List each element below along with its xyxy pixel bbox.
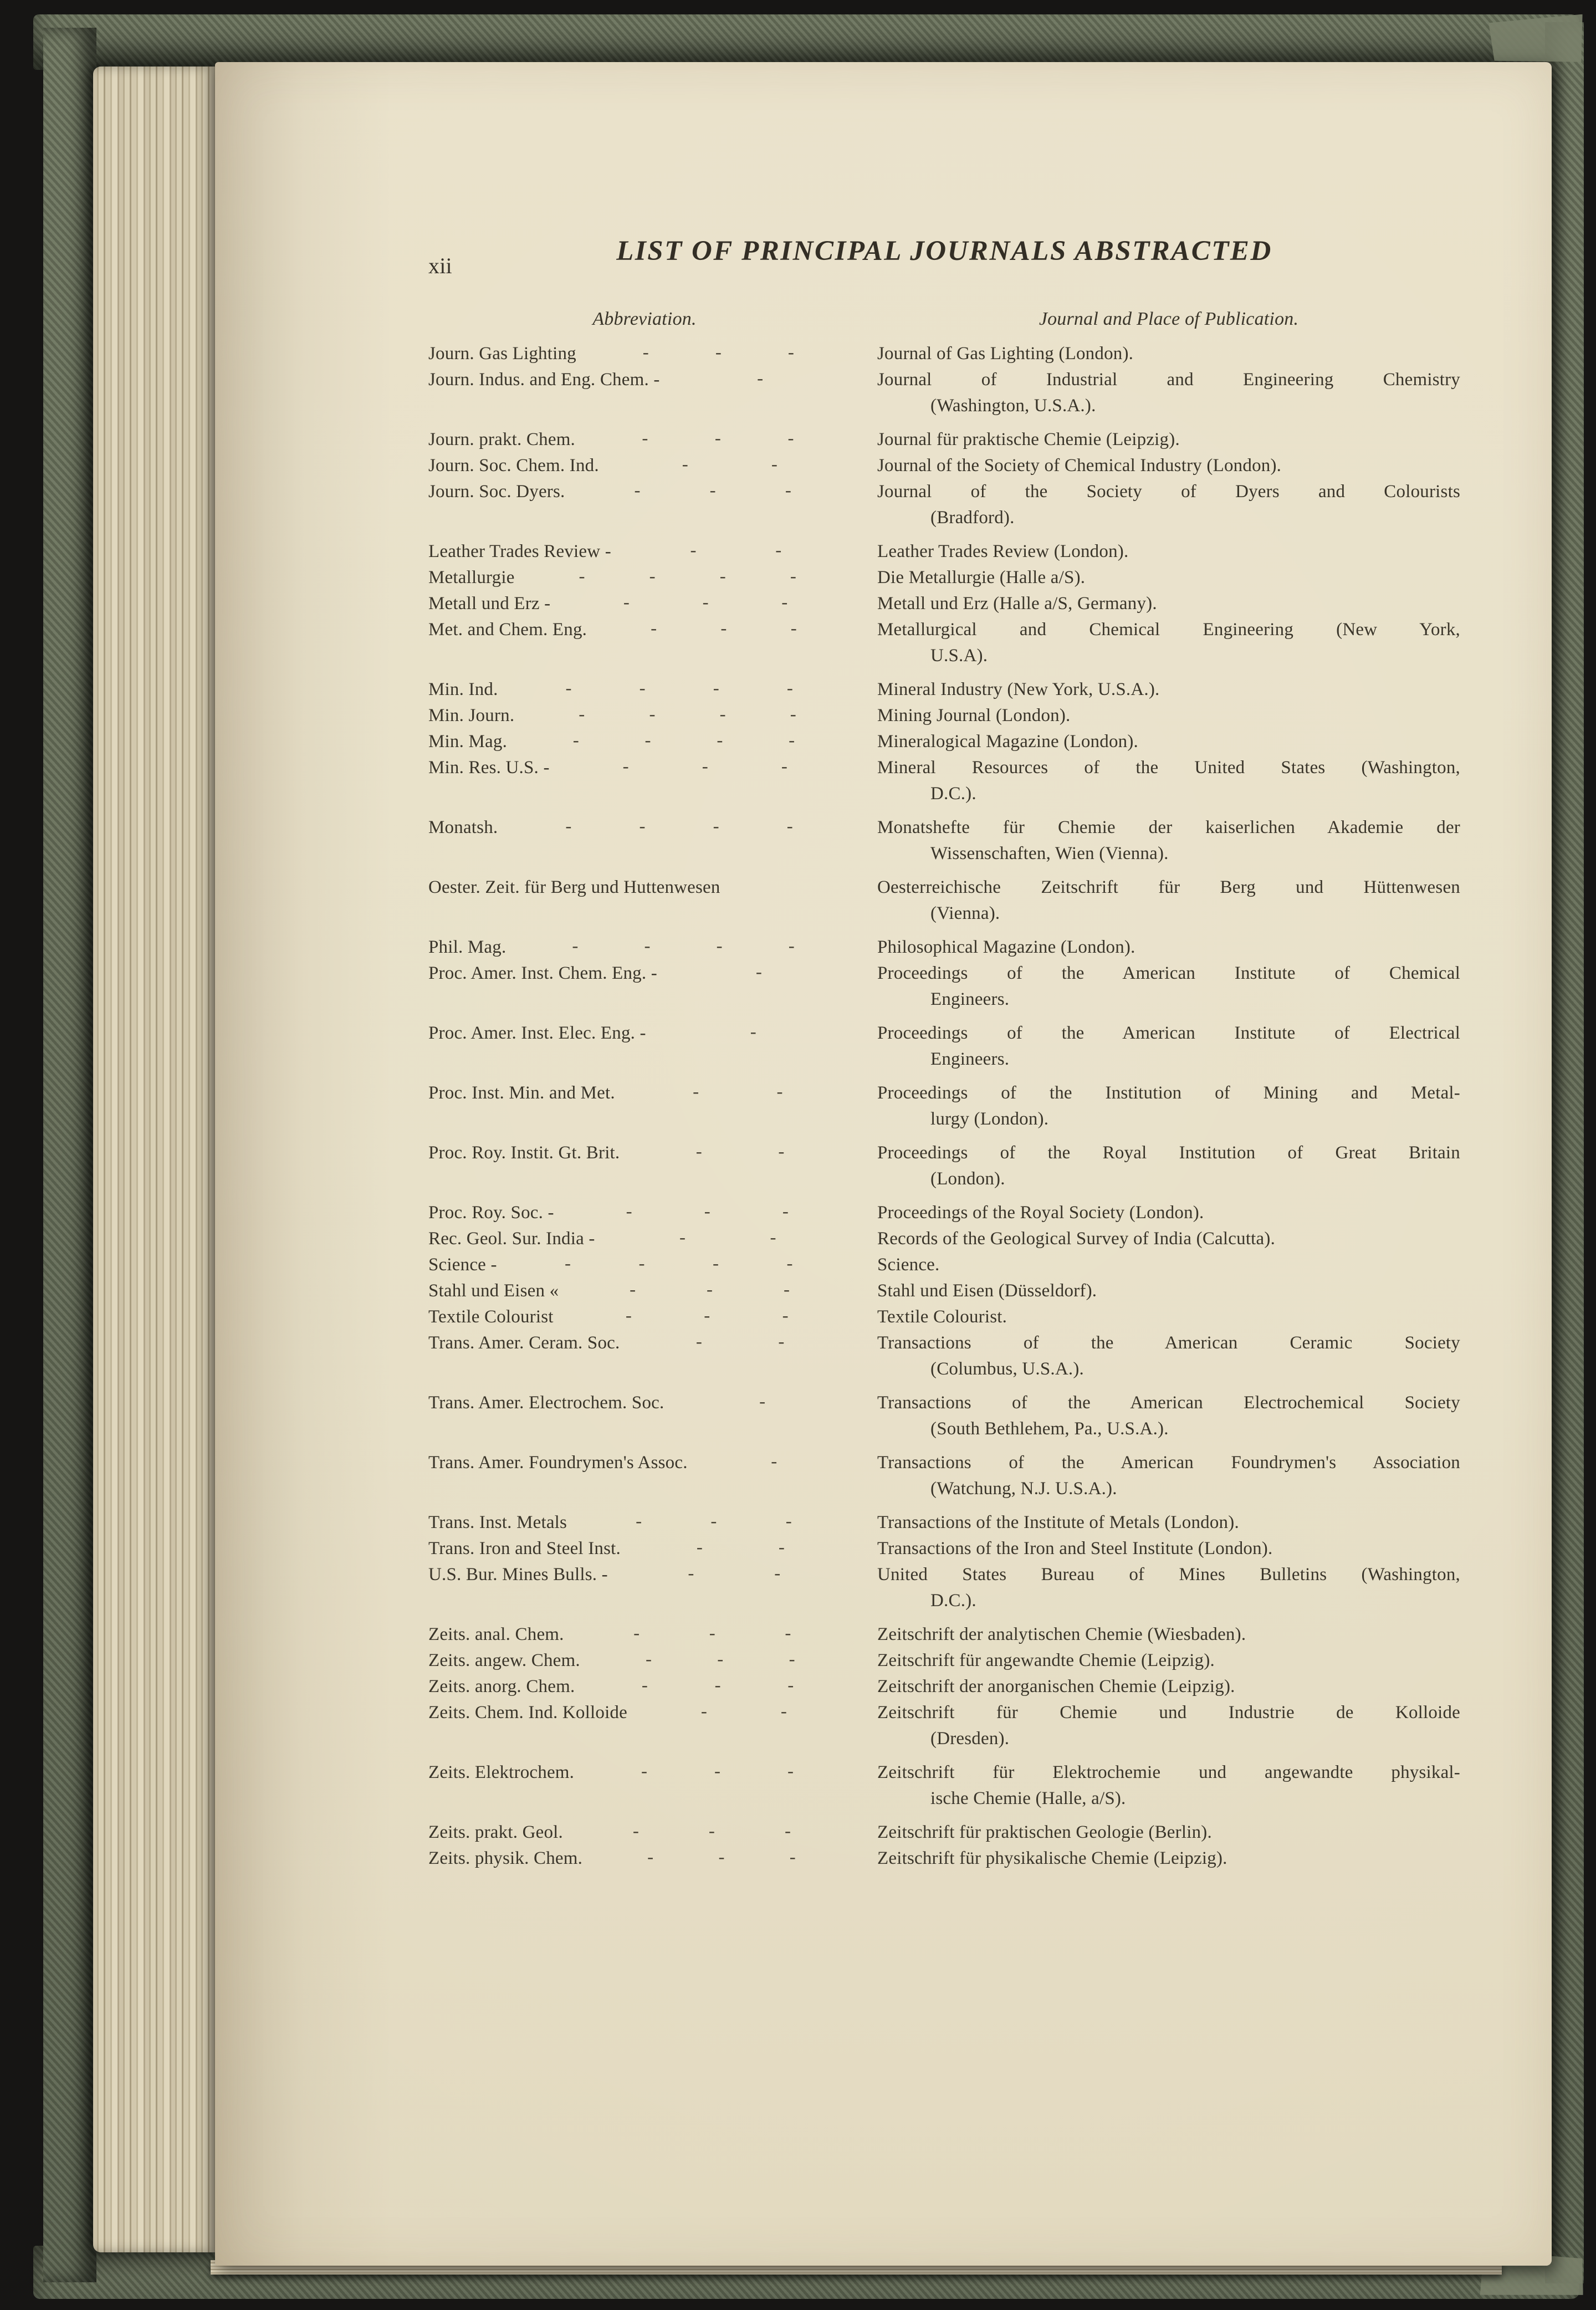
journal-title-cell — [877, 1390, 1460, 1442]
journal-title-cell — [877, 591, 1460, 617]
journal-title-cell — [877, 539, 1460, 565]
abbreviation-cell — [428, 1450, 861, 1476]
abbreviation-text: Proc. Inst. Min. and Met. — [428, 1083, 615, 1103]
journal-entry-row — [428, 1820, 1460, 1846]
journal-entry-row — [428, 1510, 1460, 1536]
abbreviation-text: Metall und Erz - — [428, 594, 551, 614]
journal-title-line: Textile Colourist. — [877, 1307, 1007, 1327]
abbreviation-text: Min. Ind. — [428, 679, 498, 699]
dash-leader: - - - — [623, 592, 788, 612]
journal-title-line: Engineers. — [930, 1049, 1010, 1069]
journal-title-line: Mining Journal (London). — [877, 706, 1071, 725]
journal-entry-row — [428, 1536, 1460, 1562]
journal-entry-row — [428, 479, 1460, 531]
journal-title-cell — [877, 1648, 1460, 1674]
abbreviation-cell — [428, 1622, 861, 1648]
abbreviation-cell — [428, 367, 861, 393]
abbreviation-cell — [428, 617, 861, 643]
book-page — [215, 62, 1552, 2266]
abbreviation-cell — [428, 960, 861, 987]
journal-entry-row — [428, 960, 1460, 1013]
journal-title-cell — [877, 565, 1460, 591]
journal-title-line: Transactions of the Institute of Metals (London). — [877, 1512, 1239, 1532]
journal-title-cell — [877, 1304, 1460, 1330]
dash-leader: - - - — [641, 1675, 794, 1695]
abbreviation-text: Oester. Zeit. für Berg und Huttenwesen — [428, 877, 720, 897]
journal-title-line: Zeitschrift für Chemie und Industrie de Kolloide — [877, 1703, 1460, 1723]
journal-title-line: Journal of Gas Lighting (London). — [877, 344, 1134, 364]
journal-title-cell — [877, 1200, 1460, 1226]
journal-entry-row — [428, 1200, 1460, 1226]
page-content — [428, 238, 1460, 1872]
abbreviation-text: Min. Res. U.S. - — [428, 758, 550, 778]
abbreviation-text: Science - — [428, 1255, 497, 1275]
journal-entry-row — [428, 703, 1460, 729]
abbreviation-cell — [428, 1820, 861, 1846]
journal-title-cell — [877, 1622, 1460, 1648]
abbreviation-cell — [428, 729, 861, 755]
abbreviation-cell — [428, 1020, 861, 1046]
dash-leader: - - - - — [579, 704, 796, 724]
abbreviation-text: Zeits. Elektrochem. — [428, 1762, 575, 1782]
journal-title-cell — [877, 1562, 1460, 1614]
dash-leader: - - - — [632, 1821, 791, 1841]
dash-leader: - - - — [647, 1847, 796, 1867]
column-headers — [428, 306, 1460, 332]
abbreviation-cell — [428, 1846, 861, 1872]
abbreviation-cell — [428, 934, 861, 960]
abbreviation-cell — [428, 1562, 861, 1588]
abbreviation-text: Rec. Geol. Sur. India - — [428, 1229, 595, 1249]
abbreviation-cell — [428, 1278, 861, 1304]
journal-entry-row — [428, 1080, 1460, 1132]
dash-leader: - - - — [630, 1280, 790, 1300]
journal-entry-row — [428, 591, 1460, 617]
dash-leader: - - - - — [564, 1254, 793, 1274]
dash-leader: - - - — [626, 1202, 789, 1222]
journal-title-line: Journal of the Society of Chemical Industry (London). — [877, 456, 1282, 476]
dash-leader: - - — [696, 1537, 785, 1557]
journal-title-line: Proceedings of the American Institute of Electrical — [877, 1023, 1460, 1043]
journal-title-cell — [877, 1252, 1460, 1278]
journal-title-line: Leather Trades Review (London). — [877, 541, 1129, 561]
dash-leader: - - - — [634, 481, 792, 500]
journal-title-line: (London). — [930, 1169, 1005, 1189]
journal-title-line: Transactions of the American Foundrymen's Association — [877, 1453, 1460, 1473]
abbreviation-text: Zeits. anal. Chem. — [428, 1624, 564, 1644]
journal-title-cell — [877, 479, 1460, 531]
journal-title-cell — [877, 617, 1460, 669]
abbreviation-text: Journ. Soc. Chem. Ind. — [428, 456, 599, 476]
abbreviation-text: Journ. Indus. and Eng. Chem. - — [428, 370, 660, 390]
journal-title-line: Philosophical Magazine (London). — [877, 937, 1135, 957]
dash-leader: - - - - — [572, 936, 795, 956]
journal-title-line: Zeitschrift der anorganischen Chemie (Leipzig). — [877, 1677, 1235, 1696]
journal-title-line: Proceedings of the Institution of Mining and Metal- — [877, 1083, 1460, 1103]
journal-title-line: Zeitschrift der analytischen Chemie (Wiesbaden). — [877, 1624, 1246, 1644]
journal-title-line: Science. — [877, 1255, 940, 1275]
journal-entry-row — [428, 1278, 1460, 1304]
journal-entry-row — [428, 1700, 1460, 1752]
journal-title-line: ische Chemie (Halle, a/S). — [930, 1788, 1126, 1808]
journal-title-line: Transactions of the Iron and Steel Institute (London). — [877, 1539, 1273, 1558]
abbreviation-cell — [428, 815, 861, 841]
dash-leader: - — [755, 962, 763, 982]
journal-entry-row — [428, 755, 1460, 807]
dash-leader: - - - — [622, 757, 788, 776]
journal-title-line: Zeitschrift für angewandte Chemie (Leipzig). — [877, 1650, 1215, 1670]
abbreviation-text: Metallurgie — [428, 568, 515, 587]
journal-entry-row — [428, 875, 1460, 927]
journal-title-line: Monatshefte für Chemie der kaiserlichen Akademie der — [877, 817, 1460, 837]
abbreviation-text: Proc. Roy. Soc. - — [428, 1203, 554, 1223]
journal-entry-row — [428, 1846, 1460, 1872]
journal-entry-row — [428, 1020, 1460, 1072]
abbreviation-cell — [428, 427, 861, 453]
dash-leader: - - - - — [565, 816, 793, 836]
abbreviation-cell — [428, 1226, 861, 1252]
journal-title-line: (South Bethlehem, Pa., U.S.A.). — [930, 1419, 1169, 1439]
journal-title-line: Journal of the Society of Dyers and Colourists — [877, 482, 1460, 502]
dash-leader: - - — [679, 1228, 776, 1248]
journal-entry-row — [428, 1674, 1460, 1700]
abbreviation-text: Proc. Roy. Instit. Gt. Brit. — [428, 1143, 620, 1163]
abbreviation-text: Trans. Amer. Ceram. Soc. — [428, 1333, 620, 1353]
dash-leader: - - - — [645, 1649, 795, 1669]
dash-leader: - — [771, 1452, 777, 1471]
journal-title-cell — [877, 1330, 1460, 1382]
journal-title-line: Proceedings of the American Institute of Chemical — [877, 963, 1460, 983]
abbreviation-cell — [428, 1080, 861, 1106]
journal-title-line: Metall und Erz (Halle a/S, Germany). — [877, 594, 1157, 614]
journal-title-line: Proceedings of the Royal Society (London). — [877, 1203, 1204, 1223]
abbreviation-text: Zeits. Chem. Ind. Kolloide — [428, 1703, 627, 1723]
abbreviation-text: Min. Journ. — [428, 706, 515, 725]
journal-title-line: Zeitschrift für Elektrochemie und angewandte physikal- — [877, 1762, 1460, 1782]
abbreviation-text: Min. Mag. — [428, 732, 508, 752]
column-header-journal: Journal and Place of Publication. — [1039, 309, 1299, 329]
dash-leader: - - — [700, 1701, 787, 1721]
column-header-abbreviation: Abbreviation. — [592, 309, 697, 329]
abbreviation-cell — [428, 755, 861, 781]
journal-title-line: (Bradford). — [930, 508, 1015, 528]
journal-entry-row — [428, 539, 1460, 565]
dash-leader: - - - — [642, 343, 795, 362]
journal-title-line: Transactions of the American Ceramic Society — [877, 1333, 1460, 1353]
journal-title-line: United States Bureau of Mines Bulletins (Washington, — [877, 1565, 1460, 1585]
dash-leader: - - — [695, 1142, 785, 1162]
journal-title-cell — [877, 1820, 1460, 1846]
journal-entry-row — [428, 934, 1460, 960]
abbreviation-cell — [428, 677, 861, 703]
journal-title-line: Die Metallurgie (Halle a/S). — [877, 568, 1086, 587]
abbreviation-cell — [428, 341, 861, 367]
journal-title-line: (Watchung, N.J. U.S.A.). — [930, 1479, 1117, 1499]
journal-title-line: (Washington, U.S.A.). — [930, 396, 1096, 416]
journal-entry-row — [428, 1622, 1460, 1648]
abbreviation-cell — [428, 1760, 861, 1786]
abbreviation-cell — [428, 875, 861, 901]
dash-leader: - - - — [651, 619, 797, 638]
journal-entry-row — [428, 1648, 1460, 1674]
journal-entry-row — [428, 617, 1460, 669]
journal-title-cell — [877, 875, 1460, 927]
journal-title-cell — [877, 1536, 1460, 1562]
journal-entry-row — [428, 1390, 1460, 1442]
abbreviation-cell — [428, 1304, 861, 1330]
dash-leader: - — [750, 1022, 756, 1042]
journal-title-cell — [877, 1140, 1460, 1192]
journal-title-line: Wissenschaften, Wien (Vienna). — [930, 844, 1169, 863]
journal-entry-row — [428, 341, 1460, 367]
journal-entry-row — [428, 367, 1460, 419]
journal-title-line: Records of the Geological Survey of India (Calcutta). — [877, 1229, 1276, 1249]
dash-leader — [720, 875, 861, 901]
dash-leader: - - - - — [572, 730, 795, 750]
journal-entry-row — [428, 1252, 1460, 1278]
journal-entry-row — [428, 1304, 1460, 1330]
journal-entry-row — [428, 1226, 1460, 1252]
journal-title-cell — [877, 1278, 1460, 1304]
journal-title-cell — [877, 453, 1460, 479]
journal-entry-row — [428, 453, 1460, 479]
abbreviation-text: Proc. Amer. Inst. Chem. Eng. - — [428, 963, 657, 983]
abbreviation-cell — [428, 1674, 861, 1700]
dash-leader: - - - — [633, 1623, 791, 1643]
journal-title-cell — [877, 934, 1460, 960]
journal-title-line: Engineers. — [930, 989, 1010, 1009]
dash-leader: - - — [682, 454, 778, 474]
abbreviation-text: Phil. Mag. — [428, 937, 507, 957]
abbreviation-cell — [428, 1252, 861, 1278]
abbreviation-text: Trans. Amer. Electrochem. Soc. — [428, 1393, 664, 1413]
journal-title-line: Transactions of the American Electrochemical Society — [877, 1393, 1460, 1413]
abbreviation-text: Textile Colourist — [428, 1307, 554, 1327]
journal-title-cell — [877, 1080, 1460, 1132]
abbreviation-cell — [428, 1700, 861, 1726]
abbreviation-text: Zeits. angew. Chem. — [428, 1650, 580, 1670]
journal-title-line: Metallurgical and Chemical Engineering (New York, — [877, 620, 1460, 640]
journal-title-line: (Columbus, U.S.A.). — [930, 1359, 1084, 1379]
dash-leader: - - - — [636, 1511, 792, 1531]
abbreviation-text: Proc. Amer. Inst. Elec. Eng. - — [428, 1023, 646, 1043]
journal-title-cell — [877, 960, 1460, 1013]
abbreviation-cell — [428, 453, 861, 479]
journal-title-cell — [877, 427, 1460, 453]
page-header — [428, 238, 1460, 286]
journal-entry-row — [428, 1140, 1460, 1192]
abbreviation-cell — [428, 1140, 861, 1166]
dash-leader: - - - — [625, 1306, 789, 1326]
journal-title-cell — [877, 1760, 1460, 1812]
dash-leader: - - — [688, 1563, 781, 1583]
abbreviation-text: Trans. Iron and Steel Inst. — [428, 1539, 621, 1558]
abbreviation-cell — [428, 1390, 861, 1416]
journal-title-cell — [877, 341, 1460, 367]
journal-title-line: Stahl und Eisen (Düsseldorf). — [877, 1281, 1097, 1301]
page-stack-edges — [93, 67, 219, 2252]
abbreviation-cell — [428, 1330, 861, 1356]
abbreviation-text: Trans. Amer. Foundrymen's Assoc. — [428, 1453, 688, 1473]
dash-leader: - - — [690, 540, 782, 560]
journal-title-cell — [877, 1510, 1460, 1536]
abbreviation-cell — [428, 1648, 861, 1674]
abbreviation-cell — [428, 703, 861, 729]
journal-entry-row — [428, 1760, 1460, 1812]
abbreviation-text: Journ. Soc. Dyers. — [428, 482, 565, 502]
journal-title-cell — [877, 1674, 1460, 1700]
journal-title-line: lurgy (London). — [930, 1109, 1049, 1129]
journal-title-line: Journal für praktische Chemie (Leipzig). — [877, 430, 1180, 449]
abbreviation-cell — [428, 539, 861, 565]
book-cover-top-edge — [33, 14, 1579, 70]
journal-title-line: (Vienna). — [930, 903, 1000, 923]
journal-entry-row — [428, 1450, 1460, 1502]
dash-leader: - - — [695, 1332, 785, 1352]
dash-leader: - - - - — [565, 678, 794, 698]
abbreviation-cell — [428, 591, 861, 617]
journal-entry-row — [428, 815, 1460, 867]
page-title: LIST OF PRINCIPAL JOURNALS ABSTRACTED — [616, 236, 1272, 267]
journal-entry-row — [428, 1562, 1460, 1614]
journal-entry-row — [428, 1330, 1460, 1382]
journal-entry-row — [428, 427, 1460, 453]
journal-title-cell — [877, 1450, 1460, 1502]
journal-title-cell — [877, 1846, 1460, 1872]
journal-title-cell — [877, 755, 1460, 807]
journal-title-line: Zeitschrift für praktischen Geologie (Berlin). — [877, 1822, 1212, 1842]
frayed-cloth-top-right — [1488, 14, 1585, 67]
journal-title-cell — [877, 1226, 1460, 1252]
abbreviation-cell — [428, 1536, 861, 1562]
abbreviation-text: Monatsh. — [428, 817, 498, 837]
journal-title-cell — [877, 677, 1460, 703]
abbreviation-text: Leather Trades Review - — [428, 541, 611, 561]
journal-title-line: Proceedings of the Royal Institution of Great Britain — [877, 1143, 1460, 1163]
journal-title-line: Mineral Resources of the United States (Washington, — [877, 758, 1460, 778]
dash-leader: - - - - — [579, 566, 797, 586]
journal-entry-row — [428, 729, 1460, 755]
abbreviation-text: U.S. Bur. Mines Bulls. - — [428, 1565, 608, 1585]
journal-title-line: D.C.). — [930, 784, 976, 804]
journal-title-cell — [877, 703, 1460, 729]
journal-entry-row — [428, 677, 1460, 703]
dash-leader: - - — [693, 1082, 783, 1102]
abbreviation-text: Trans. Inst. Metals — [428, 1512, 567, 1532]
journal-title-cell — [877, 367, 1460, 419]
dash-leader: - — [759, 1392, 766, 1412]
journal-title-cell — [877, 729, 1460, 755]
journal-title-line: Journal of Industrial and Engineering Chemistry — [877, 370, 1460, 390]
dash-leader: - — [757, 369, 764, 389]
book-cover-left-edge — [43, 28, 96, 2282]
abbreviation-text: Journ. Gas Lighting — [428, 344, 576, 364]
abbreviation-cell — [428, 1200, 861, 1226]
abbreviation-text: Stahl und Eisen « — [428, 1281, 559, 1301]
journal-title-cell — [877, 1020, 1460, 1072]
journal-title-line: Mineralogical Magazine (London). — [877, 732, 1138, 752]
abbreviation-text: Zeits. prakt. Geol. — [428, 1822, 563, 1842]
page-number: xii — [428, 253, 452, 278]
journal-entry-row — [428, 565, 1460, 591]
journal-title-line: Oesterreichische Zeitschrift für Berg und Hüttenwesen — [877, 877, 1460, 897]
journal-title-line: (Dresden). — [930, 1729, 1010, 1749]
dash-leader: - - - — [641, 1761, 794, 1781]
abbreviation-text: Zeits. physik. Chem. — [428, 1848, 583, 1868]
journal-title-cell — [877, 815, 1460, 867]
journal-title-line: D.C.). — [930, 1591, 976, 1611]
journal-title-line: Mineral Industry (New York, U.S.A.). — [877, 679, 1160, 699]
abbreviation-text: Met. and Chem. Eng. — [428, 620, 587, 640]
abbreviation-cell — [428, 479, 861, 505]
journal-title-cell — [877, 1700, 1460, 1752]
journal-title-line: U.S.A). — [930, 646, 988, 666]
journal-title-line: Zeitschrift für physikalische Chemie (Leipzig). — [877, 1848, 1227, 1868]
abbreviation-text: Zeits. anorg. Chem. — [428, 1677, 575, 1696]
journal-list — [428, 341, 1460, 1872]
dash-leader: - - - — [642, 428, 794, 448]
abbreviation-cell — [428, 565, 861, 591]
abbreviation-text: Journ. prakt. Chem. — [428, 430, 576, 449]
abbreviation-cell — [428, 1510, 861, 1536]
